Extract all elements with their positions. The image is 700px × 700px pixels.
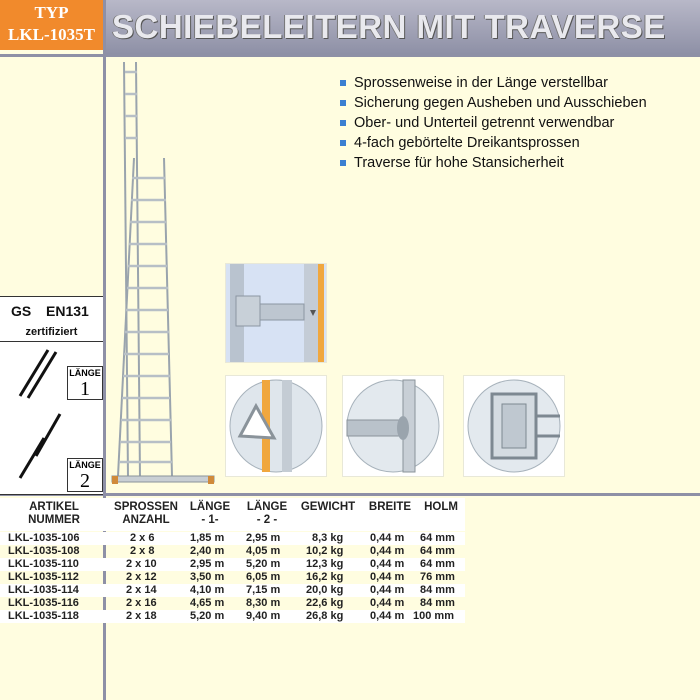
table-divider: [0, 493, 700, 496]
feature-item: 4-fach gebörtelte Dreikantsprossen: [340, 135, 700, 155]
detail-photo-traverse: [225, 263, 327, 363]
bullet-square-icon: [340, 160, 346, 166]
column-header-sprossen: SPROSSEN ANZAHL: [114, 501, 178, 526]
table-row: LKL-1035-106 2 x 6 1,85 m 2,95 m 8,3 kg 0,44 m 64 mm: [0, 532, 465, 545]
bullet-square-icon: [340, 100, 346, 106]
column-header-artikel: ARTIKEL NUMMER: [28, 501, 80, 526]
table-row: LKL-1035-118 2 x 18 5,20 m 9,40 m 26,8 kg 0,44 m 100 mm: [0, 610, 465, 623]
column-header-holm: HOLM: [424, 501, 458, 513]
feature-item: Sprossenweise in der Länge verstellbar: [340, 75, 700, 95]
feature-item: Sicherung gegen Ausheben und Ausschieben: [340, 95, 700, 115]
table-row: LKL-1035-112 2 x 12 3,50 m 6,05 m 16,2 kg 0,44 m 76 mm: [8, 571, 455, 583]
length-1-box: [67, 366, 103, 400]
norm-label: EN131: [46, 303, 89, 319]
table-row: LKL-1035-110 2 x 10 2,95 m 5,20 m 12,3 kg 0,44 m 64 mm: [0, 558, 465, 571]
table-header: [0, 498, 465, 531]
gs-mark: GS: [11, 303, 32, 319]
cert-divider: [0, 341, 103, 342]
feature-item: Ober- und Unterteil getrennt verwendbar: [340, 115, 700, 135]
column-header-breite: BREITE: [368, 501, 412, 513]
table-row: LKL-1035-114 2 x 14 4,10 m 7,15 m 20,0 kg 0,44 m 84 mm: [0, 584, 465, 597]
table-row: LKL-1035-116 2 x 16 4,65 m 8,30 m 22,6 kg 0,44 m 84 mm: [8, 597, 455, 609]
length-label: LÄNGE: [69, 368, 101, 378]
column-header-gewicht: GEWICHT: [300, 501, 356, 513]
type-code: LKL-1035T: [8, 25, 95, 44]
ladder-length-diagram: [14, 346, 74, 486]
detail-photo-rung-crosssection: [463, 375, 565, 477]
length-label: LÄNGE: [69, 460, 101, 470]
feature-item: Traverse für hohe Stansicherheit: [340, 155, 700, 175]
length-2-box: [67, 458, 103, 492]
type-label: TYP: [34, 3, 69, 22]
table-row: LKL-1035-108 2 x 8 2,40 m 4,05 m 10,2 kg 0,44 m 64 mm: [8, 545, 455, 557]
bullet-square-icon: [340, 80, 346, 86]
length-number: 2: [80, 470, 90, 492]
detail-photo-rung-flare: [342, 375, 444, 477]
length-number: 1: [80, 378, 90, 400]
detail-photo-triangle-rung: [225, 375, 327, 477]
type-badge: [0, 0, 103, 50]
bullet-square-icon: [340, 120, 346, 126]
certified-label: zertifiziert: [25, 326, 78, 338]
page-title: SCHIEBELEITERN MIT TRAVERSE: [112, 8, 666, 45]
column-header-laenge-1: LÄNGE - 1-: [189, 501, 231, 526]
ladder-illustration: [108, 58, 220, 490]
feature-list: [340, 75, 700, 175]
column-header-laenge-2: LÄNGE - 2 -: [246, 501, 288, 526]
bullet-square-icon: [340, 140, 346, 146]
